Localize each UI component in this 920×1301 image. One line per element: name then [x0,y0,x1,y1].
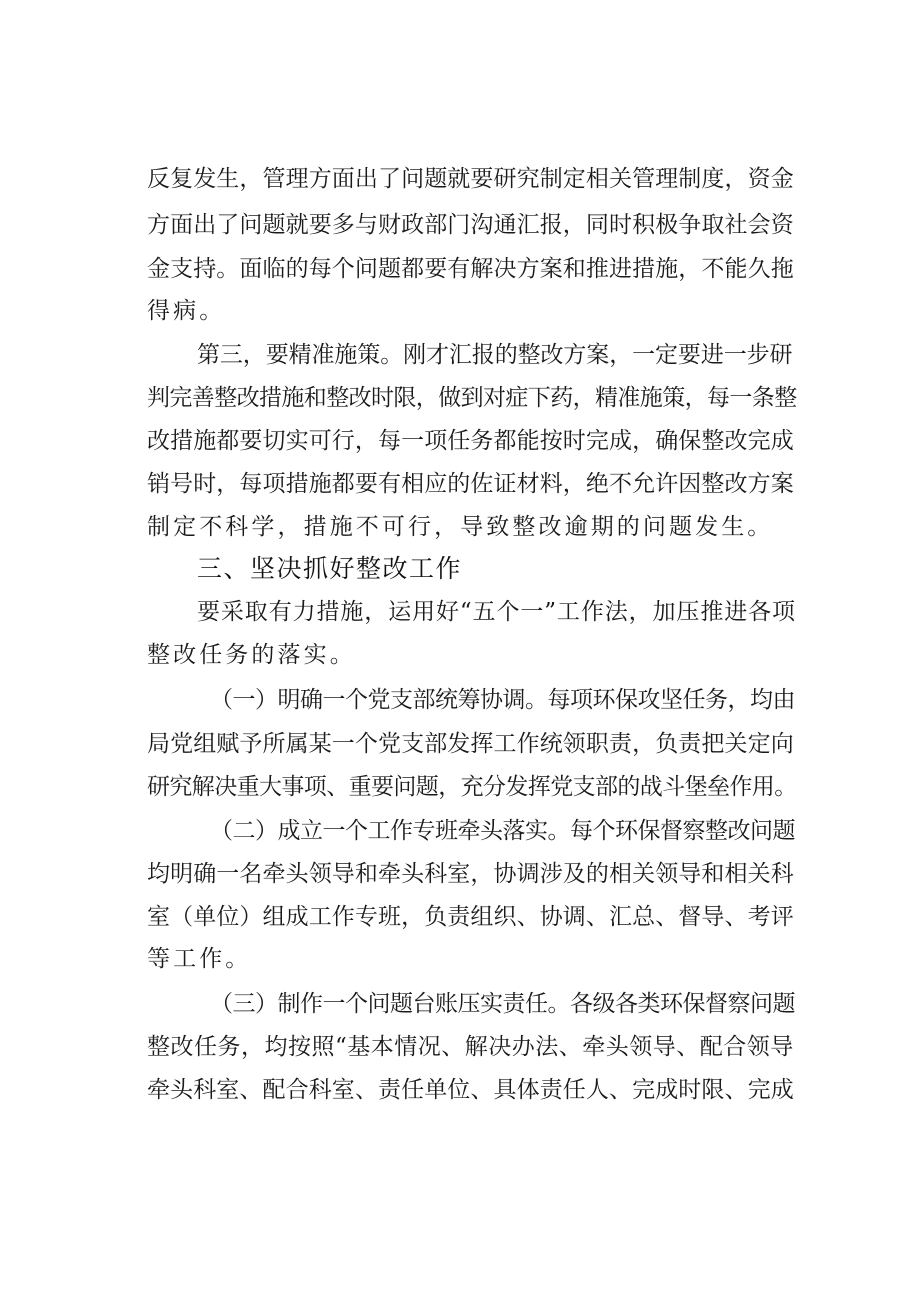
paragraph-line: 方面出了问题就要多与财政部门沟通汇报，同时积极争取社会资 [147,212,794,238]
paragraph-line: 判完善整改措施和整改时限，做到对症下药，精准施策，每一条整 [147,385,797,411]
section-heading: 三、坚决抓好整改工作 [197,554,463,583]
paragraph-line: 改措施都要切实可行，每一项任务都能按时完成，确保整改完成 [147,428,794,454]
paragraph-line: 室（单位）组成工作专班，负责组织、协调、汇总、督导、考评 [147,904,794,930]
paragraph-line: 反复发生，管理方面出了问题就要研究制定相关管理制度，资金 [147,166,794,192]
paragraph-line: 金支持。面临的每个问题都要有解决方案和推进措施，不能久拖 [147,256,794,282]
paragraph-line: 等工作。 [147,946,252,972]
paragraph-line: 局党组赋予所属某一个党支部发挥工作统领职责，负责把关定向 [147,731,794,757]
paragraph-line: 研究解决重大事项、重要问题，充分发挥党支部的战斗堡垒作用。 [147,774,797,800]
paragraph-line: （一）明确一个党支部统筹协调。每项环保攻坚任务，均由 [210,687,795,713]
paragraph-line: （二）成立一个工作专班牵头落实。每个环保督察整改问题 [210,818,795,844]
paragraph-line: 牵头科室、配合科室、责任单位、具体责任人、完成时限、完成 [147,1077,794,1103]
paragraph-line: 销号时，每项措施都要有相应的佐证材料，绝不允许因整改方案 [147,471,794,497]
paragraph-line: 要采取有力措施，运用好“五个一”工作法，加压推进各项 [197,599,796,625]
paragraph-line: 整改任务，均按照“基本情况、解决办法、牵头领导、配合领导 [147,1034,794,1060]
paragraph-line: 整改任务的落实。 [147,642,356,668]
paragraph-line: 得病。 [147,298,226,324]
paragraph-line: 制定不科学，措施不可行，导致整改逾期的问题发生。 [147,514,774,540]
paragraph-line: （三）制作一个问题台账压实责任。各级各类环保督察问题 [210,991,795,1017]
paragraph-line: 均明确一名牵头领导和牵头科室，协调涉及的相关领导和相关科 [147,861,794,887]
paragraph-line: 第三，要精准施策。刚才汇报的整改方案，一定要进一步研 [197,342,793,368]
